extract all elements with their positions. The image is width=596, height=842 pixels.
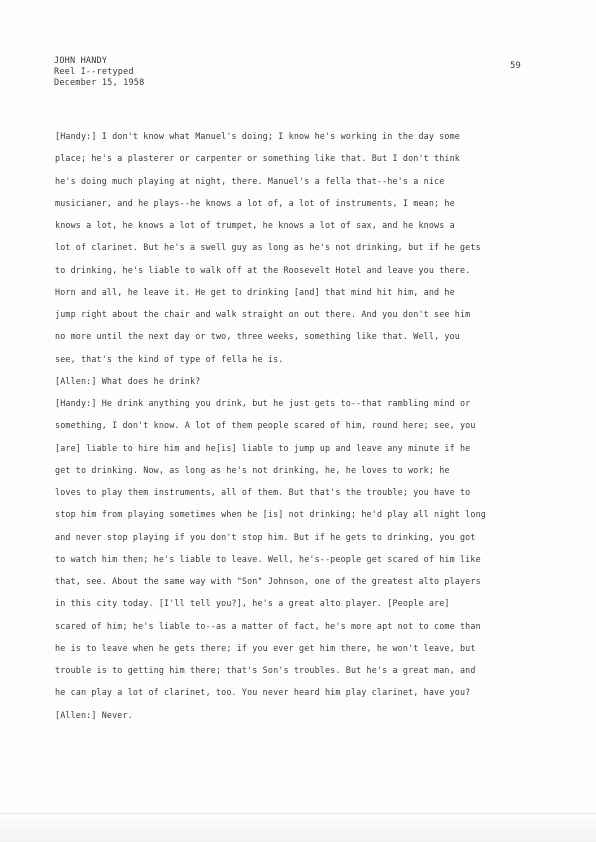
transcript-line: jump right about the chair and walk straight on out there. And you don't see him [55,309,471,319]
transcript-line: [are] liable to hire him and he[is] liable to jump up and leave any minute if he [55,442,471,453]
page-bottom-edge [0,813,596,842]
document-header [54,56,144,89]
transcript-line: something, I don't know. A lot of them people scared of him, round here; see, you [55,420,476,431]
reel-info: Reel I--retyped [54,67,134,77]
transcript-line: lot of clarinet. But he's a swell guy as long as he's not drinking, but if he gets [55,242,481,253]
transcript-line: to drinking, he's liable to walk off at the Roosevelt Hotel and leave you there. [55,264,471,275]
interview-date: December 15, 1958 [54,78,145,88]
interviewee-name: JOHN HANDY [54,56,108,66]
transcript-line: no more until the next day or two, three weeks, something like that. Well, you [55,331,460,342]
transcript-line: Horn and all, he leave it. He get to drinking [and] that mind hit him, and he [55,286,455,297]
transcript-line: [Allen:] What does he drink? [55,375,201,386]
transcript-line: [Handy:] I don't know what Manuel's doing; I know he's working in the day some [55,131,460,141]
transcript-line: he is to leave when he gets there; if you ever get him there, he won't leave, but [55,642,476,653]
transcript-line: he's doing much playing at night, there. Manuel's a fella that--he's a nice [55,175,445,186]
transcript-line: to watch him then; he's liable to leave. Well, he's--people get scared of him like [55,553,481,564]
transcript-line: stop him from playing sometimes when he [is] not drinking; he'd play all night long [55,509,486,520]
transcript-line: place; he's a plasterer or carpenter or something like that. But I don't think [55,153,460,164]
transcript-line: [Handy:] He drink anything you drink, but he just gets to--that rambling mind or [55,398,471,408]
transcript-line: get to drinking. Now, as long as he's not drinking, he, he loves to work; he [55,464,450,475]
transcript-line: he can play a lot of clarinet, too. You never heard him play clarinet, have you? [55,687,471,698]
transcript-line: knows a lot, he knows a lot of trumpet, he knows a lot of sax, and he knows a [55,220,455,230]
transcript-line: scared of him; he's liable to--as a matter of fact, he's more apt not to come than [55,620,481,631]
page-number: 59 [510,61,521,71]
transcript-line: and never stop playing if you don't stop him. But if he gets to drinking, you got [55,531,476,542]
transcript-line: that, see. About the same way with "Son" Johnson, one of the greatest alto players [55,576,481,586]
transcript-line: [Allen:] Never. [55,709,133,720]
transcript-body [55,125,525,726]
transcript-line: musicianer, and he plays--he knows a lot of, a lot of instruments, I mean; he [55,197,455,208]
transcript-line: see, that's the kind of type of fella he is. [55,353,284,364]
transcript-line: loves to play them instruments, all of them. But that's the trouble; you have to [55,487,471,497]
transcript-line: trouble is to getting him there; that's Son's troubles. But he's a great man, and [55,665,476,675]
transcript-line: in this city today. [I'll tell you?], he's a great alto player. [People are] [55,598,450,609]
